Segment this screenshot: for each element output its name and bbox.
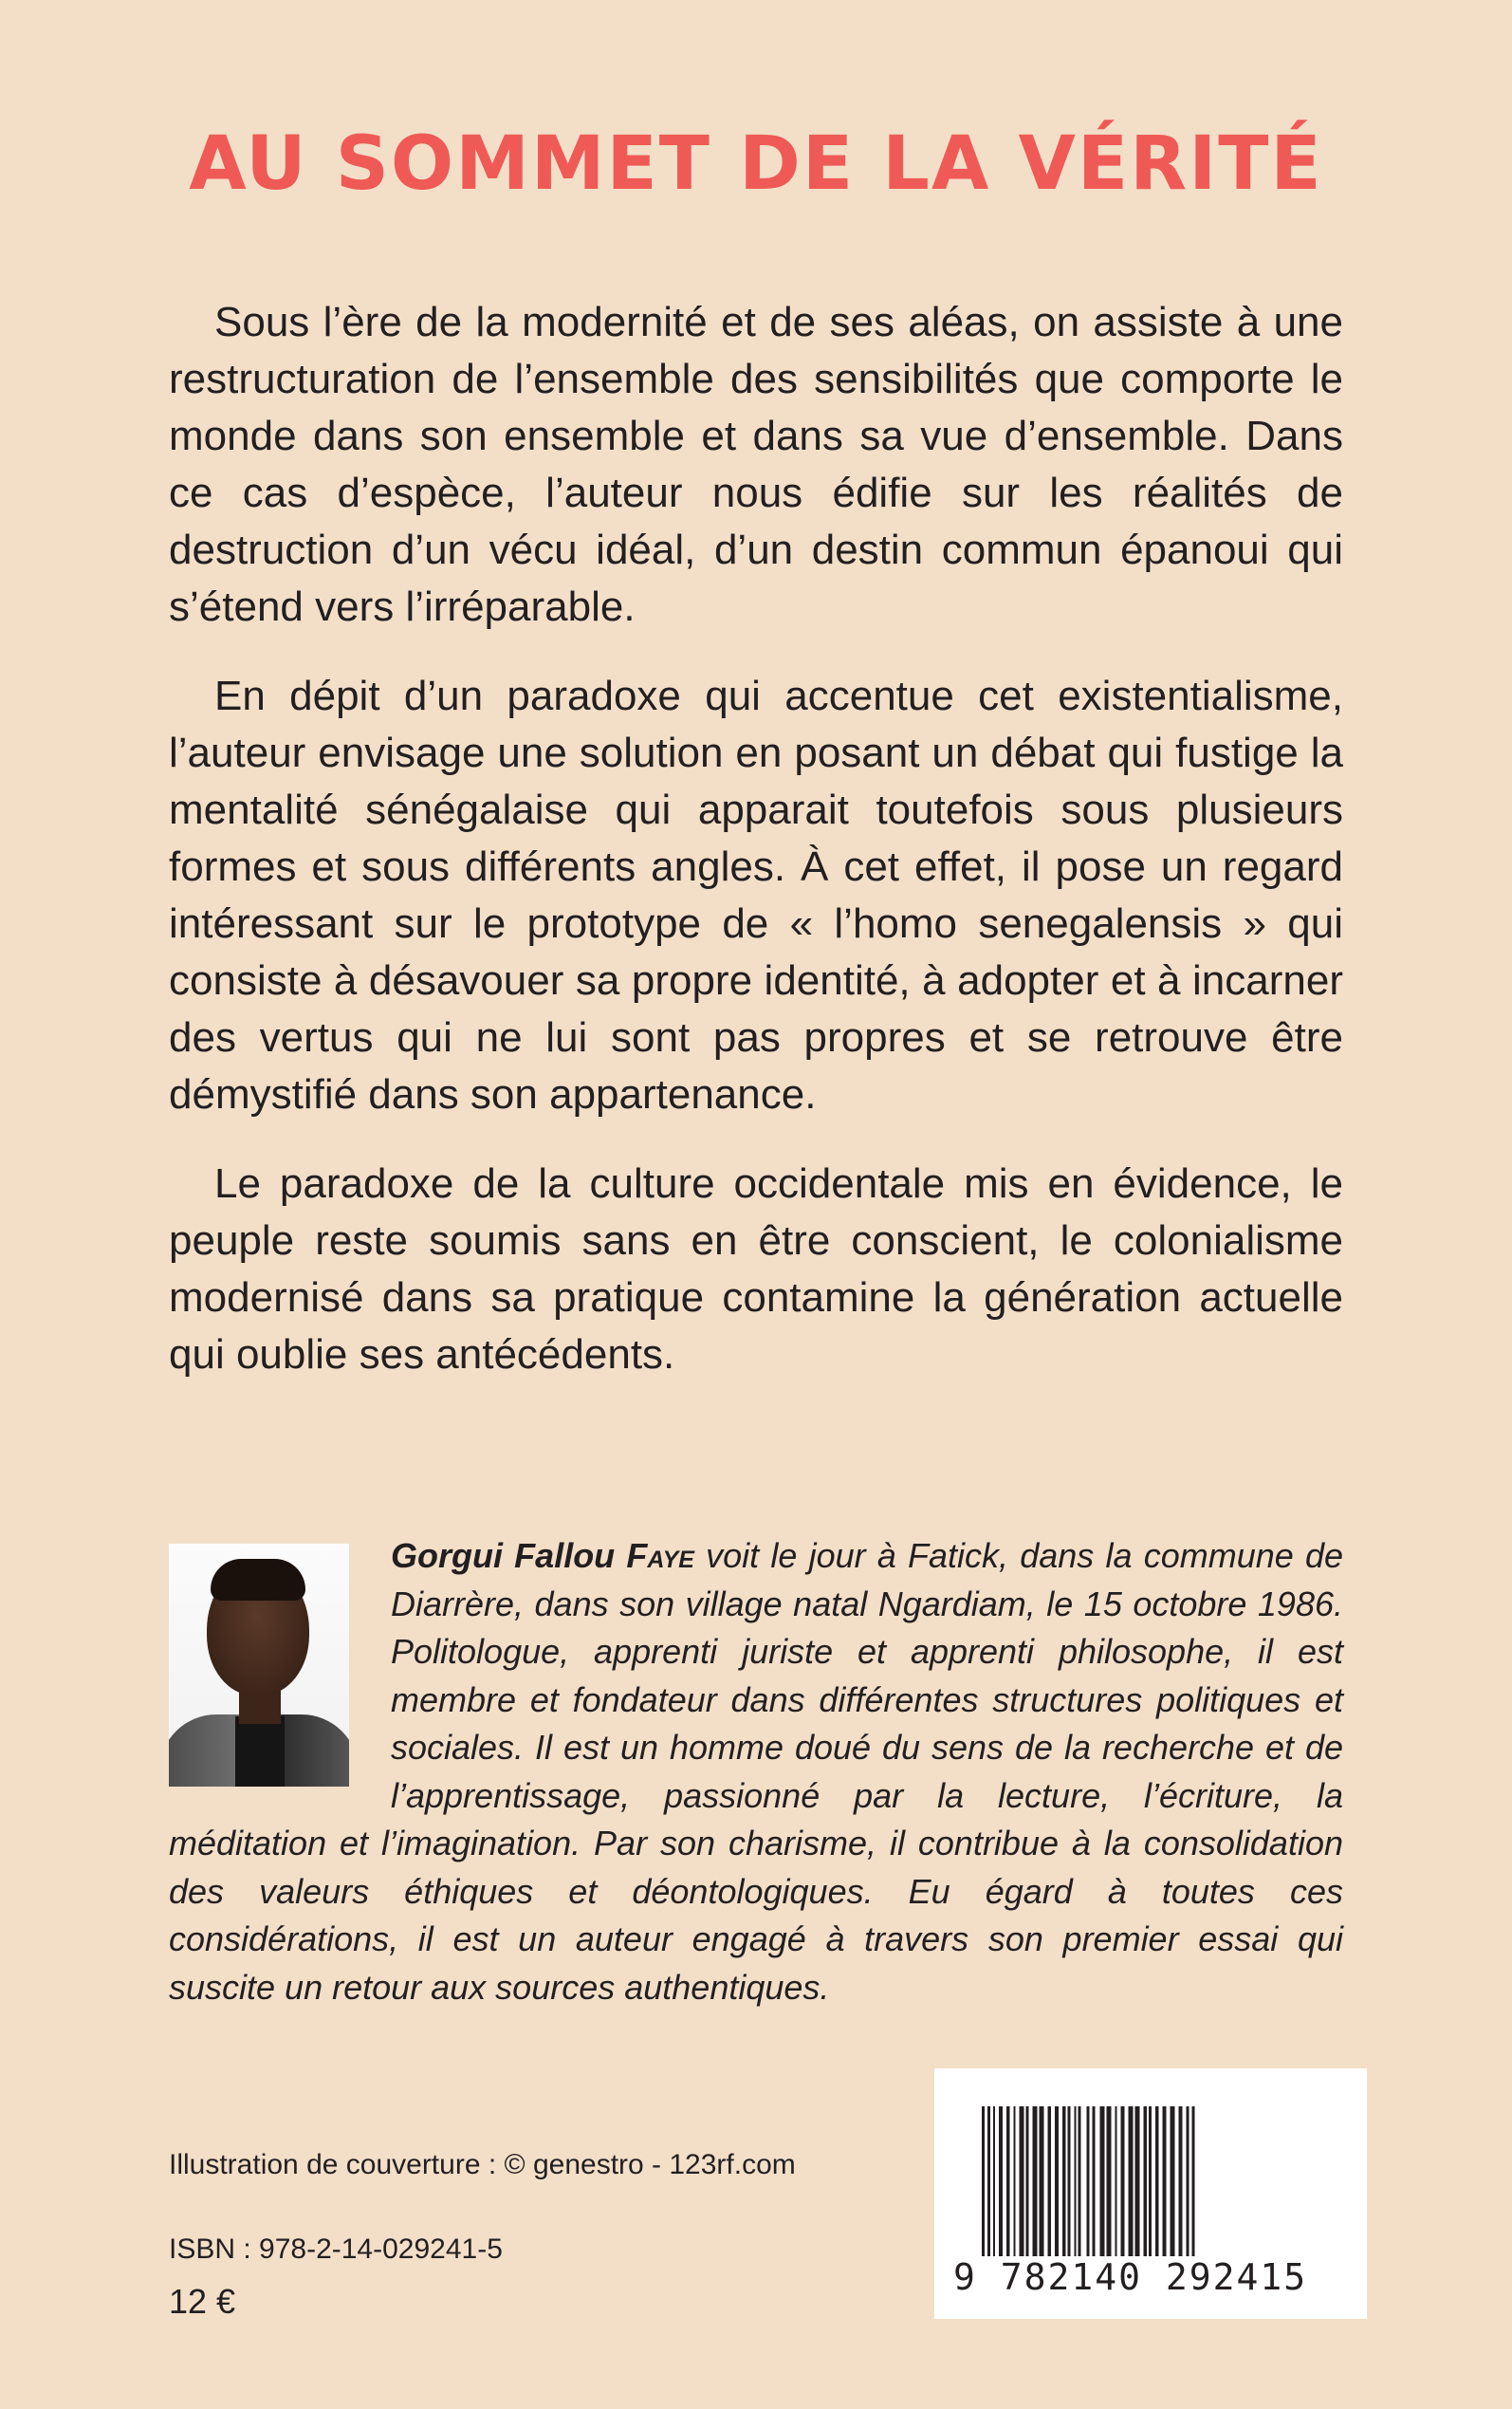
barcode xyxy=(934,2068,1367,2319)
summary-paragraph-1: Sous l’ère de la modernité et de ses aléas, on assiste à une restructuration de l’ensemble des sensibilités que comporte le monde dans son ensemble et dans sa vue d’ensemble. Dans ce cas d’espèce, l’auteur nous édifie sur les réalités de destruction d’un vécu idéal, d’un destin commun épanoui qui s’étend vers l’irréparable. xyxy=(169,299,1343,630)
summary-paragraph-3: Le paradoxe de la culture occidentale mis en évidence, le peuple reste soumis sans en être conscient, le colonialisme modernisé dans sa pratique contamine la génération actuelle qui oublie ses antécédents. xyxy=(169,1160,1343,1378)
barcode-digits: 9 782140 292415 xyxy=(953,2256,1308,2298)
author-photo xyxy=(169,1544,349,1787)
illustration-credit: Illustration de couverture : © genestro - 123rf.com xyxy=(169,2149,796,2180)
isbn-number: ISBN : 978-2-14-029241-5 xyxy=(169,2233,503,2265)
author-surname: Faye xyxy=(626,1536,694,1575)
price-label: 12 € xyxy=(169,2282,236,2321)
summary-text xyxy=(169,294,1343,1416)
author-bio-text: voit le jour à Fatick, dans la commune de Diarrère, dans son village natal Ngardiam, le 15 octobre 1986. Politologue, apprenti juriste et apprenti philosophe, il est membre et fondateur dans différentes structures politiques et sociales. Il est un homme doué du sens de la recherche et de l’apprentissage, passionné par la lecture, l’écriture, la méditation et l’imagination. Par son charisme, il contribue à la consolidation des valeurs éthiques et déontologiques. Eu égard à toutes ces considérations, il est un auteur engagé à travers son premier essai qui suscite un retour aux sources authentiques. xyxy=(169,1536,1344,2007)
summary-paragraph-2: En dépit d’un paradoxe qui accentue cet existentialisme, l’auteur envisage une solution en posant un débat qui fustige la mentalité sénégalaise qui apparait toutefois sous plusieurs formes et sous différents angles. À cet effet, il pose un regard intéressant sur le prototype de « l’homo senegalensis » qui consiste à désavouer sa propre identité, à adopter et à incarner des vertus qui ne lui sont pas propres et se retrouve être démystifié dans son appartenance. xyxy=(169,673,1343,1118)
author-first-names: Gorgui Fallou xyxy=(391,1536,616,1575)
author-biography-block xyxy=(169,1532,1343,2011)
book-title: AU SOMMET DE LA VÉRITÉ xyxy=(189,121,1323,207)
